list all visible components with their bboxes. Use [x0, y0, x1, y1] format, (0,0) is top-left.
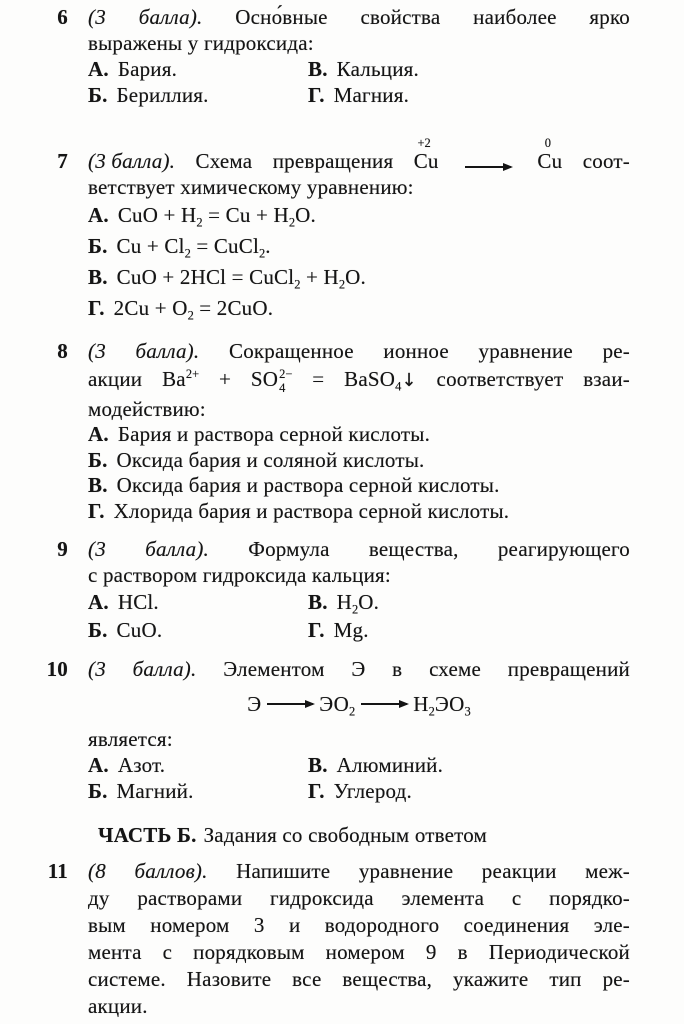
sub-sup-stack: [279, 367, 292, 396]
option-g: [308, 616, 630, 644]
option-letter: А.: [88, 203, 109, 227]
option-equation: CuO + 2HCl = CuCl$_2$ + $H_2O$.: [116, 265, 366, 292]
element-symbol: Ba: [162, 367, 186, 391]
stem-line: ветствует химическому уравнению:: [88, 175, 414, 199]
option-a: [88, 588, 308, 616]
oxidation-state-label: +2: [417, 135, 431, 150]
option-a: [88, 200, 630, 231]
option-letter: Б.: [88, 83, 108, 107]
option-b: [88, 82, 308, 108]
option-g: [308, 82, 630, 108]
option-a: [88, 752, 308, 778]
transformation-scheme: [88, 682, 630, 726]
question-9: [0, 536, 684, 644]
option-letter: Г.: [308, 83, 325, 107]
stem-line: выражены у гидроксида:: [88, 31, 314, 55]
right-arrow-icon: [465, 166, 511, 168]
points-label: (3 балла).: [88, 657, 197, 681]
option-text: Хлорида бария и раствора серной кислоты.: [113, 498, 510, 523]
stem-line: модействию:: [88, 397, 206, 421]
option-letter: В.: [308, 590, 328, 614]
option-text: Бериллия.: [116, 83, 209, 107]
option-letter: В.: [88, 473, 108, 497]
options-grid: [88, 752, 630, 804]
stem-line: вым номером 3 и водородного соединения эле-: [88, 913, 630, 937]
question-6: [0, 4, 684, 108]
option-v: [308, 56, 630, 82]
option-letter: А.: [88, 753, 109, 777]
option-formula: HCl.: [117, 590, 159, 614]
stem-text: Напишите уравнение реакции меж-: [236, 859, 630, 883]
stem-line: с раствором гидроксида кальция:: [88, 563, 391, 587]
option-letter: А.: [88, 422, 109, 446]
option-letter: В.: [308, 753, 328, 777]
stem-text: Формула вещества, реагирующего: [248, 537, 630, 561]
option-text: Бария.: [117, 57, 178, 81]
option-letter: Б.: [88, 779, 108, 803]
options-grid: [88, 56, 630, 108]
stem-line: акции.: [88, 994, 148, 1018]
stem-line: [88, 656, 630, 682]
option-v: [308, 752, 630, 778]
stem-text: Схема: [195, 149, 253, 173]
element-symbol: SO: [250, 367, 279, 391]
question-number: 10: [46, 657, 68, 681]
plus-sign: +: [218, 367, 232, 391]
question-number: 11: [47, 859, 68, 883]
option-text: Кальция.: [336, 57, 419, 81]
stem-text: Осно́вные свойства наиболее ярко: [235, 5, 630, 29]
points-label: (3 балла).: [88, 339, 200, 363]
option-g: [308, 778, 630, 804]
option-letter: Г.: [88, 296, 105, 320]
question-number: 6: [57, 5, 68, 29]
option-b: [88, 778, 308, 804]
stem-line: системе. Назовите все вещества, укажите тип ре-: [88, 967, 630, 991]
option-v: [88, 262, 630, 293]
option-letter: Б.: [88, 234, 108, 258]
question-number: 7: [57, 149, 68, 173]
stem-text: Элементом Э в схеме превращений: [223, 657, 630, 681]
option-a: [88, 56, 308, 82]
chem-formula: [537, 135, 563, 174]
element-symbol: Cu: [537, 149, 563, 173]
stem-text: взаи-: [583, 367, 630, 391]
option-formula: Mg.: [333, 618, 369, 642]
right-arrow-icon: [361, 703, 407, 705]
option-text: Углерод.: [333, 779, 412, 803]
option-text: Оксида бария и соляной кислоты.: [116, 447, 425, 472]
ion-equation-line: [88, 364, 630, 396]
option-a: [88, 422, 630, 448]
stem-text: Сокращенное ионное уравнение ре-: [228, 339, 630, 363]
option-text: Бария и раствора серной кислоты.: [117, 422, 431, 446]
option-letter: Г.: [308, 779, 325, 803]
option-letter: В.: [88, 265, 108, 289]
stem-line: [88, 858, 630, 885]
option-text: Алюминий.: [336, 753, 444, 777]
option-formula: CuO.: [116, 618, 163, 642]
part-b-heading: [98, 822, 684, 848]
element-symbol: Cu: [413, 149, 439, 173]
options-list: [88, 200, 630, 324]
stem-line-with-scheme: [88, 134, 630, 174]
question-number: 8: [57, 339, 68, 363]
stem-line: [88, 536, 630, 562]
oxidation-state-label: 0: [544, 135, 551, 150]
question-7: [0, 134, 684, 324]
chem-formula: [344, 364, 417, 396]
option-equation: $Cu + Cl_2$ = CuCl$_2$.: [116, 234, 271, 261]
option-b: [88, 231, 630, 262]
stem-line: является:: [88, 727, 173, 751]
question-11: [0, 858, 684, 1020]
option-letter: Б.: [88, 447, 108, 472]
option-text: Магний.: [116, 779, 194, 803]
option-letter: Г.: [88, 498, 105, 523]
option-equation: CuO + $H_2 = Cu + H_2O$.: [117, 203, 316, 230]
option-letter: А.: [88, 590, 109, 614]
option-letter: В.: [308, 57, 328, 81]
stem-line: мента с порядковым номером 9 в Периодической: [88, 940, 630, 964]
stem-text: соот-: [582, 149, 630, 173]
option-b: [88, 448, 630, 474]
right-arrow-icon: [267, 703, 313, 705]
chem-formula: Э: [247, 691, 262, 716]
option-equation: $2Cu + O_2 = 2CuO$.: [113, 296, 274, 323]
stem-text: соответствует: [436, 367, 564, 391]
chem-formula: [162, 364, 199, 394]
chem-formula: $ЭО_2$: [319, 691, 356, 718]
option-formula: $H_2O$.: [336, 590, 380, 617]
part-b-subtitle: Задания со свободным ответом: [203, 823, 488, 847]
option-text: Оксида бария и раствора серной кислоты.: [116, 473, 500, 497]
ion-charge: 2+: [185, 367, 200, 381]
part-b-title: ЧАСТЬ Б.: [98, 823, 197, 847]
ion-charge: 2−: [279, 366, 293, 381]
points-label: (8 баллов).: [88, 859, 208, 883]
stem-line: ду растворами гидроксида элемента с порядко-: [88, 886, 630, 910]
precipitate-down-arrow-icon: ↓: [401, 370, 417, 391]
option-g: [88, 499, 630, 525]
points-label: (3 балла).: [88, 5, 203, 29]
points-label: (3 балла).: [88, 149, 176, 173]
stem-text: акции: [88, 367, 143, 391]
chem-formula: [251, 364, 293, 396]
stem-text: превращения: [272, 149, 394, 173]
option-letter: Г.: [308, 618, 325, 642]
points-label: (3 балла).: [88, 537, 209, 561]
option-text: Азот.: [117, 753, 166, 777]
option-b: [88, 616, 308, 644]
product-formula: BaSO$_4$: [344, 367, 402, 394]
option-v: [88, 473, 630, 499]
stem-line: [88, 4, 630, 30]
chem-formula: [413, 135, 439, 174]
question-10: [0, 656, 684, 804]
options-grid: [88, 588, 630, 644]
options-list: [88, 422, 630, 524]
option-letter: Б.: [88, 618, 108, 642]
option-letter: А.: [88, 57, 109, 81]
option-g: [88, 293, 630, 324]
option-text: Магния.: [333, 83, 410, 107]
chem-formula: $H_2ЭО_3$: [413, 691, 471, 718]
stem-line: [88, 338, 630, 364]
question-8: [0, 338, 684, 524]
option-v: [308, 588, 630, 616]
equals-sign: =: [312, 367, 325, 391]
atom-count: 4: [279, 381, 286, 396]
question-number: 9: [57, 537, 68, 561]
